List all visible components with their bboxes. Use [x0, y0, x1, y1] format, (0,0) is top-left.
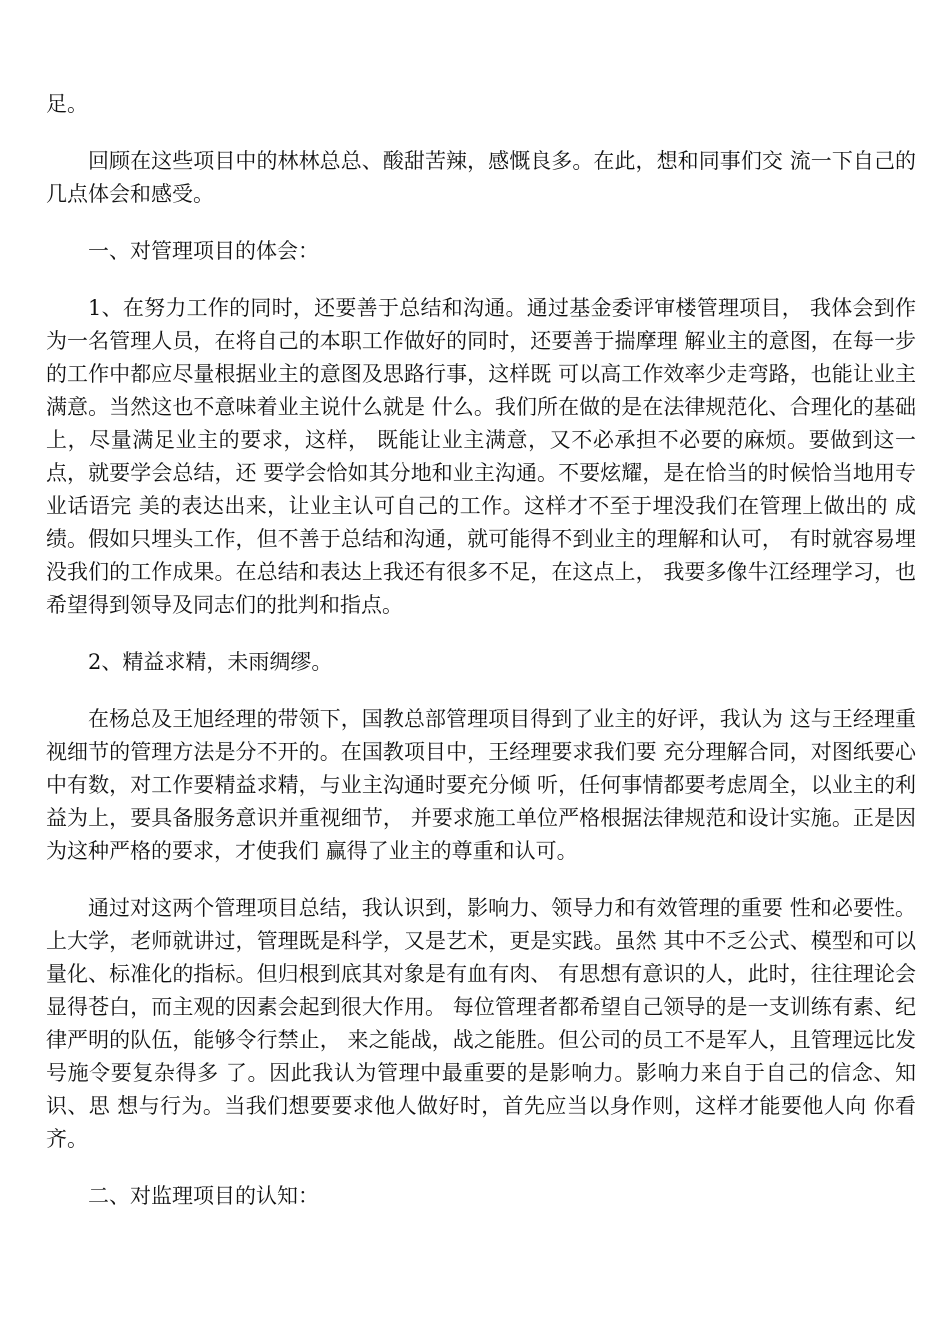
document-page — [46, 88, 916, 1237]
paragraph-point-1: 1、在努力工作的同时，还要善于总结和沟通。通过基金委评审楼管理项目， 我体会到作为一名管理人员，在将自己的本职工作做好的同时，还要善于揣摩理 解业主的意图，在每一步的工作中都应尽量根据业主的意图及思路行事，这样既 可以高工作效率少走弯路，也能让业主满意。当然这也不意味着业主说什么就是 什么。我们所在做的是在法律规范化、合理化的基础上，尽量满足业主的要求，这样， 既能让业主满意，又不必承担不必要的麻烦。要做到这一点，就要学会总结，还 要学会恰如其分地和业主沟通。不要炫耀，是在恰当的时候恰当地用专业话语完 美的表达出来，让业主认可自己的工作。这样才不至于埋没我们在管理上做出的 成绩。假如只埋头工作，但不善于总结和沟通，就可能得不到业主的理解和认可， 有时就容易埋没我们的工作成果。在总结和表达上我还有很多不足，在这点上， 我要多像牛江经理学习，也希望得到领导及同志们的批判和指点。 — [46, 296, 916, 617]
paragraph-intro: 回顾在这些项目中的林林总总、酸甜苦辣，感慨良多。在此，想和同事们交 流一下自己的几点体会和感受。 — [46, 149, 916, 206]
paragraph-summary: 通过对这两个管理项目总结，我认识到，影响力、领导力和有效管理的重要 性和必要性。上大学，老师就讲过，管理既是科学，又是艺术，更是实践。虽然 其中不乏公式、模型和可以量化、标准化的指标。但归根到底其对象是有血有肉、 有思想有意识的人，此时，往往理论会显得苍白，而主观的因素会起到很大作用。 每位管理者都希望自己领导的是一支训练有素、纪律严明的队伍，能够令行禁止， 来之能战，战之能胜。但公司的员工不是军人，且管理远比发号施令要复杂得多 了。因此我认为管理中最重要的是影响力。影响力来自于自己的信念、知识、思 想与行为。当我们想要要求他人做好时，首先应当以身作则，这样才能要他人向 你看齐。 — [46, 896, 916, 1151]
section-heading-management: 一、对管理项目的体会： — [88, 239, 319, 263]
subheading-point-2: 2、精益求精，未雨绸缪。 — [88, 650, 333, 674]
paragraph-continuation: 足。 — [46, 92, 88, 116]
section-heading-supervision: 二、对监理项目的认知： — [88, 1184, 319, 1208]
paragraph-point-2: 在杨总及王旭经理的带领下，国教总部管理项目得到了业主的好评，我认为 这与王经理重视细节的管理方法是分不开的。在国教项目中，王经理要求我们要 充分理解合同，对图纸要心中有数，对工作要精益求精，与业主沟通时要充分倾 听，任何事情都要考虑周全，以业主的利益为上，要具备服务意识并重视细节， 并要求施工单位严格根据法律规范和设计实施。正是因为这种严格的要求，才使我们 赢得了业主的尊重和认可。 — [46, 707, 916, 863]
